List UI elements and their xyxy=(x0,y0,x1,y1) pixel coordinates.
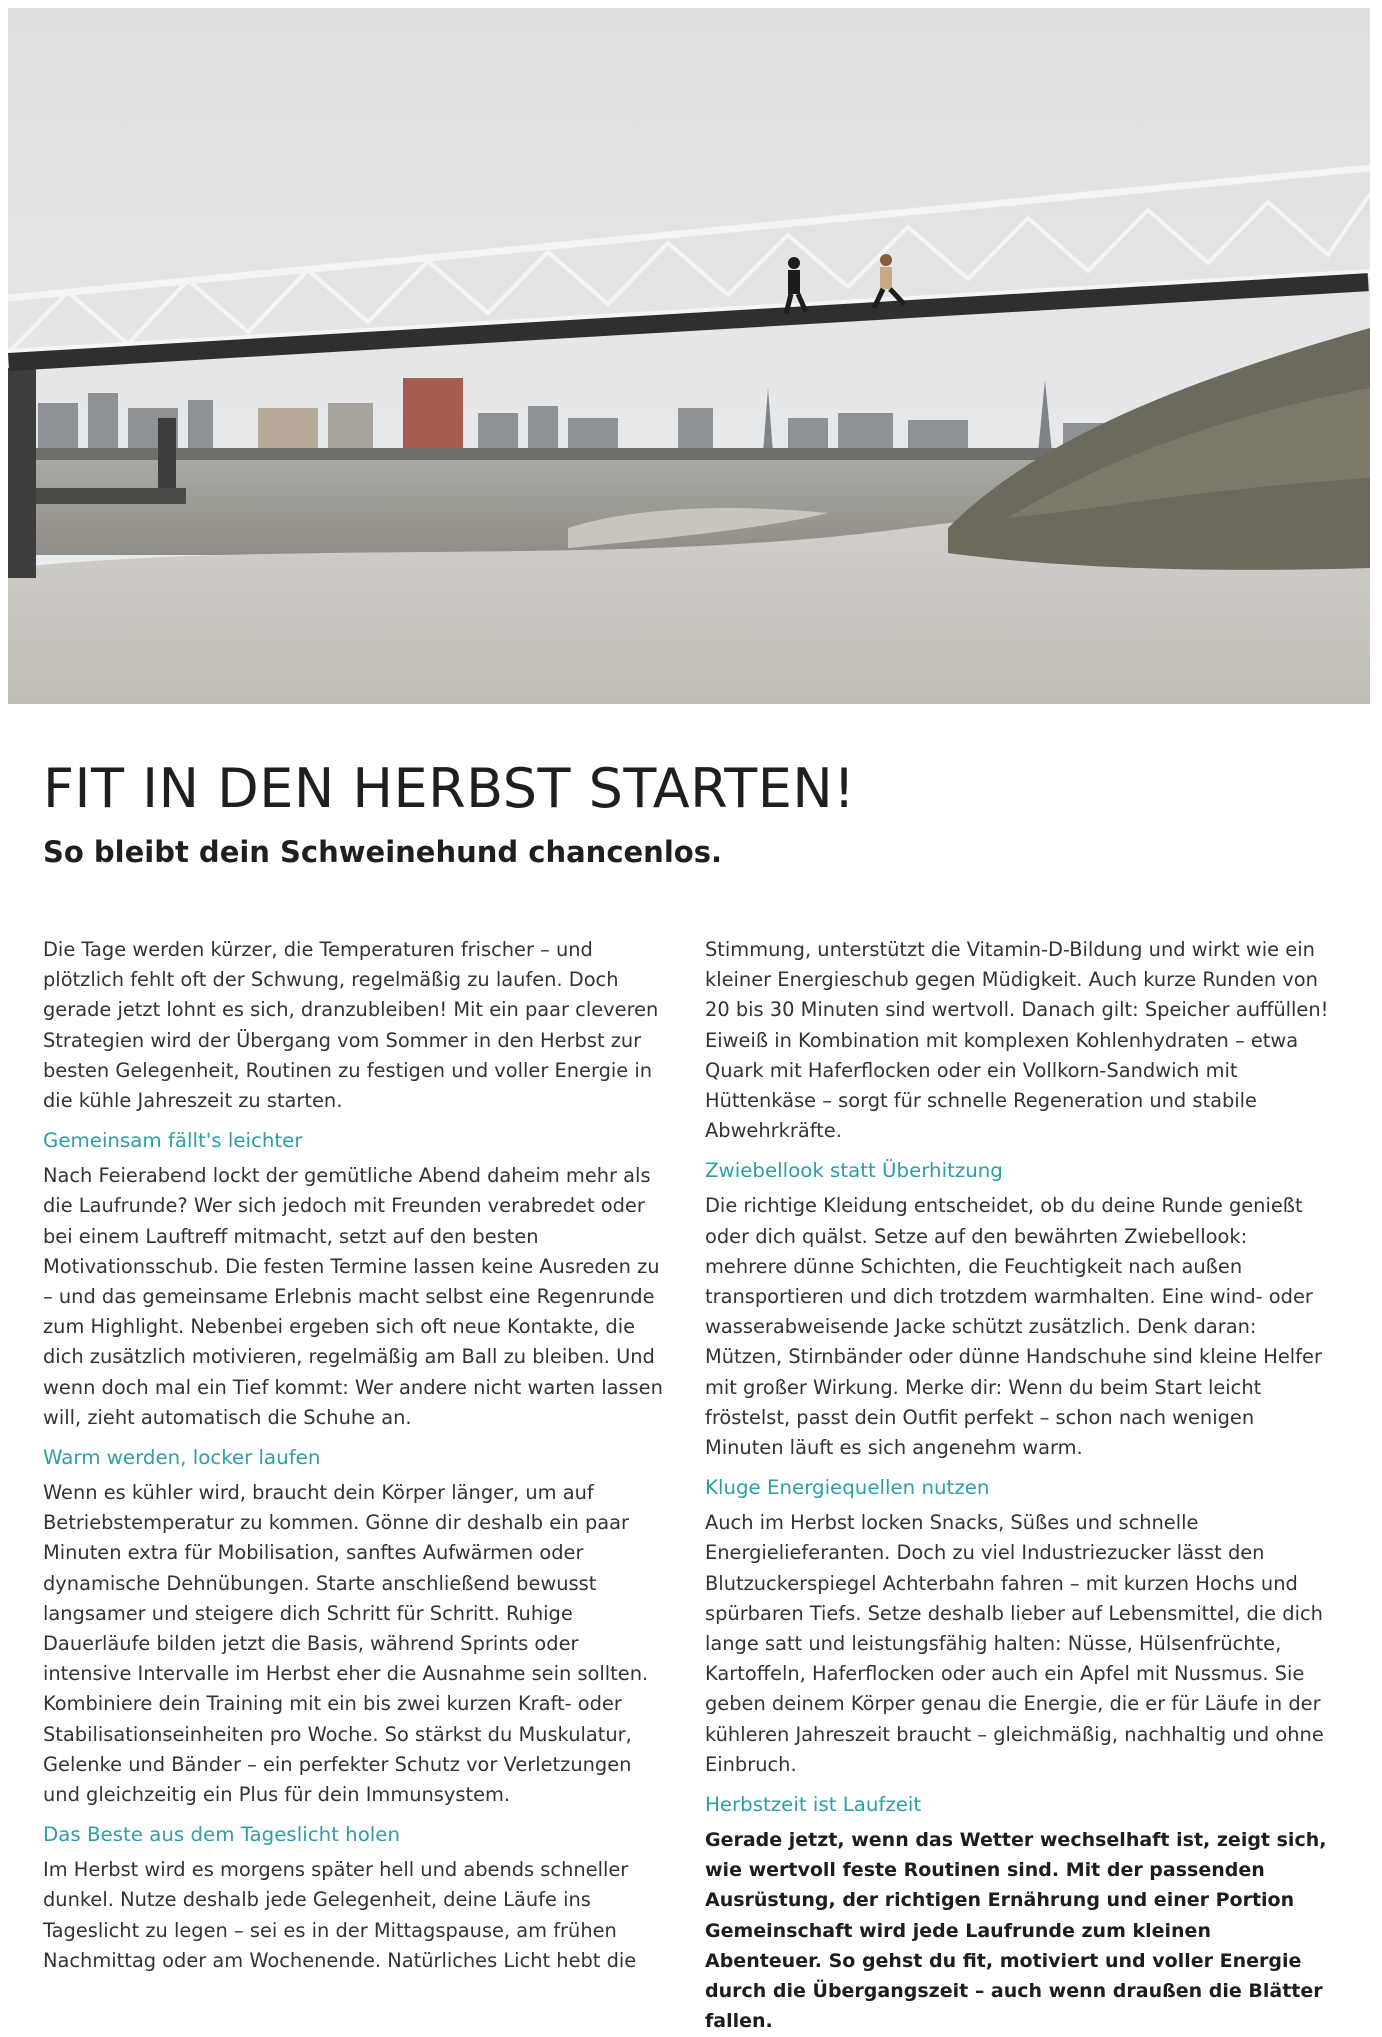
section-heading-warm: Warm werden, locker laufen xyxy=(43,1446,321,1470)
bridge-runners-illustration xyxy=(8,8,1370,704)
left-column xyxy=(43,935,668,1976)
section-heading-laufzeit: Herbstzeit ist Laufzeit xyxy=(705,1793,922,1817)
section-body-tageslicht-continued: Stimmung, unterstützt die Vitamin-D-Bildung und wirkt wie ein kleiner Energieschub gegen Müdigkeit. Auch kurze Runden von 20 bis 30 Minuten sind wertvoll. Danach gilt: Speicher auffüllen! Eiweiß in Kombination mit komplexen Kohlenhydraten – etwa Quark mit Haferflocken oder ein Vollkorn-Sandwich mit Hüttenkäse – sorgt für schnelle Regeneration und stabile Abwehrkräfte. xyxy=(705,938,1329,1143)
article-subtitle: So bleibt dein Schweinehund chancenlos. xyxy=(43,835,722,869)
section-body-energie: Auch im Herbst locken Snacks, Süßes und schnelle Energielieferanten. Doch zu viel Industriezucker lässt den Blutzuckerspiegel Achterbahn fahren – mit kurzen Hochs und spürbaren Tiefs. Setze deshalb lieber auf Lebensmittel, die dich lange satt und leistungsfähig halten: Nüsse, Hülsenfrüchte, Kartoffeln, Haferflocken oder auch ein Apfel mit Nussmus. Sie geben deinem Körper genau die Energie, die er für Läufe in der kühleren Jahreszeit braucht – gleichmäßig, nachhaltig und ohne Einbruch. xyxy=(705,1511,1324,1776)
closing-paragraph: Gerade jetzt, wenn das Wetter wechselhaft ist, zeigt sich, wie wertvoll feste Routinen sind. Mit der passenden Ausrüstung, der richtigen Ernährung und einer Portion Gemeinschaft wird jede Laufrunde zum kleinen Abenteuer. So gehst du fit, motiviert und voller Energie durch die Übergangszeit – auch wenn draußen die Blätter fallen. xyxy=(705,1829,1327,2033)
article-title: FIT IN DEN HERBST STARTEN! xyxy=(43,757,856,820)
section-heading-zwiebellook: Zwiebellook statt Überhitzung xyxy=(705,1159,1003,1183)
intro-paragraph: Die Tage werden kürzer, die Temperaturen frischer – und plötzlich fehlt oft der Schwung, regelmäßig zu laufen. Doch gerade jetzt lohnt es sich, dranzubleiben! Mit ein paar cleveren Strategien wird der Übergang vom Sommer in den Herbst zur besten Gelegenheit, Routinen zu festigen und voller Energie in die kühle Jahreszeit zu starten. xyxy=(43,938,659,1113)
section-body-gemeinsam: Nach Feierabend lockt der gemütliche Abend daheim mehr als die Laufrunde? Wer sich jedoch mit Freunden verabredet oder bei einem Lauftreff mitmacht, setzt auf den besten Motivationsschub. Die festen Termine lassen keine Ausreden zu – und das gemeinsame Erlebnis macht selbst eine Regenrunde zum Highlight. Nebenbei ergeben sich oft neue Kontakte, die dich zusätzlich motivieren, regelmäßig am Ball zu bleiben. Und wenn doch mal ein Tief kommt: Wer andere nicht warten lassen will, zieht automatisch die Schuhe an. xyxy=(43,1164,663,1429)
section-body-warm: Wenn es kühler wird, braucht dein Körper länger, um auf Betriebstemperatur zu kommen. Gönne dir deshalb ein paar Minuten extra für Mobilisation, sanftes Aufwärmen oder dynamische Dehnübungen. Starte anschließend bewusst langsamer und steigere dich Schritt für Schritt. Ruhige Dauerläufe bilden jetzt die Basis, während Sprints oder intensive Intervalle im Herbst eher die Ausnahme sein sollten. Kombiniere dein Training mit ein bis zwei kurzen Kraft- oder Stabilisationseinheiten pro Woche. So stärkst du Muskulatur, Gelenke und Bänder – ein perfekter Schutz vor Verletzungen und gleichzeitig ein Plus für dein Immunsystem. xyxy=(43,1481,649,1807)
section-heading-energie: Kluge Energiequellen nutzen xyxy=(705,1476,990,1500)
section-body-zwiebellook: Die richtige Kleidung entscheidet, ob du deine Runde genießt oder dich quälst. Setze auf den bewährten Zwiebellook: mehrere dünne Schichten, die Feuchtigkeit nach außen transportieren und dich trotzdem warmhalten. Eine wind- oder wasserabweisende Jacke schützt zusätzlich. Denk daran: Mützen, Stirnbänder oder dünne Handschuhe sind kleine Helfer mit großer Wirkung. Merke dir: Wenn du beim Start leicht fröstelst, passt dein Outfit perfekt – schon nach wenigen Minuten läuft es sich angenehm warm. xyxy=(705,1194,1322,1460)
section-body-tageslicht: Im Herbst wird es morgens später hell und abends schneller dunkel. Nutze deshalb jede Gelegenheit, deine Läufe ins Tageslicht zu legen – sei es in der Mittagspause, am frühen Nachmittag oder am Wochenende. Natürliches Licht hebt die xyxy=(43,1858,637,1972)
right-column xyxy=(705,935,1330,2037)
section-heading-tageslicht: Das Beste aus dem Tageslicht holen xyxy=(43,1823,400,1847)
section-heading-gemeinsam: Gemeinsam fällt's leichter xyxy=(43,1129,303,1153)
hero-photo xyxy=(8,8,1370,704)
